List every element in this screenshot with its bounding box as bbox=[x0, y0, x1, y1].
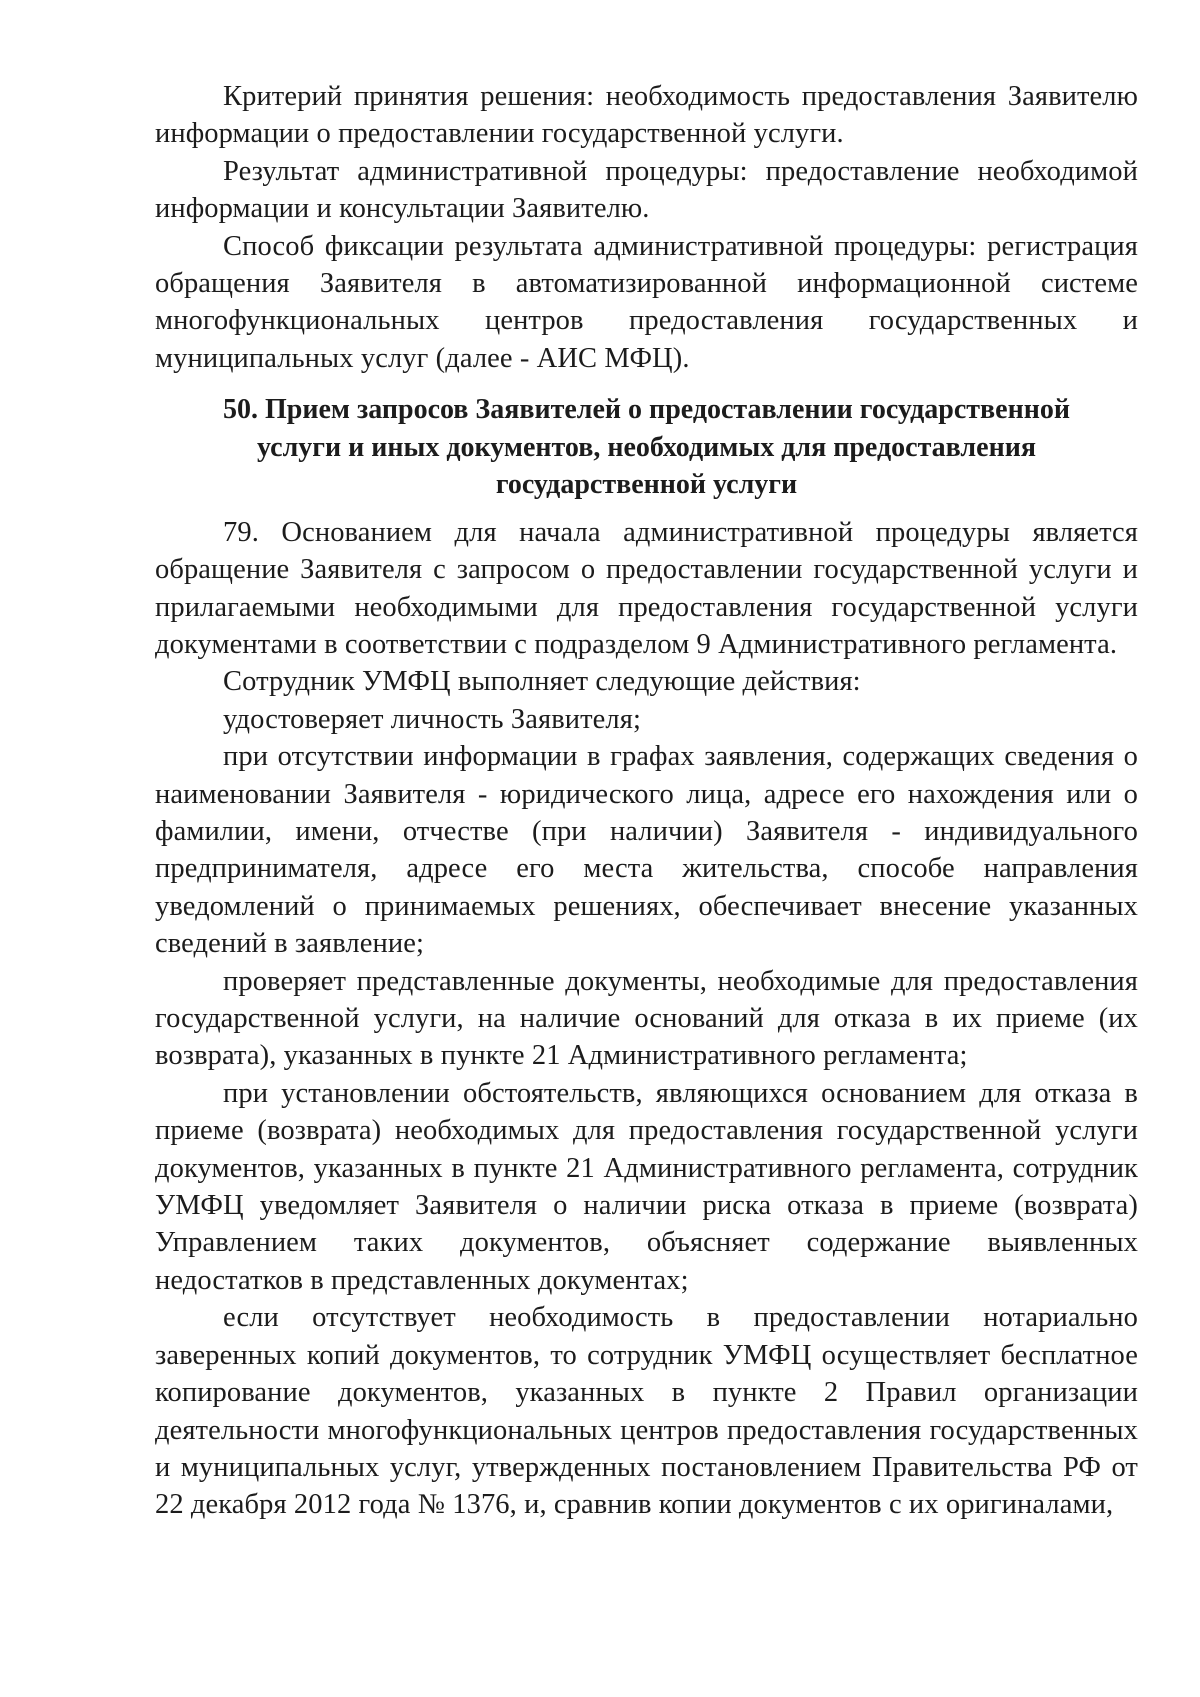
paragraph-refusal-risk: при установлении обстоятельств, являющихся основанием для отказа в приеме (возврата) необходимых для предоставления государственной услуги документов, указанных в пункте 21 Административного регламента, сотрудник УМФЦ уведомляет Заявителя о наличии риска отказа в приеме (возврата) Управлением таких документов, объясняет содержание выявленных недостатков в представленных документах; bbox=[155, 1077, 1138, 1296]
paragraph-document-check: проверяет представленные документы, необходимые для предоставления государственной услуги, на наличие оснований для отказа в их приеме (их возврата), указанных в пункте 21 Административного регламента; bbox=[155, 965, 1138, 1072]
paragraph-identity-check: удостоверяет личность Заявителя; bbox=[223, 703, 641, 735]
document-body bbox=[155, 78, 1138, 1524]
paragraph-79-basis: 79. Основанием для начала административной процедуры является обращение Заявителя с запросом о предоставлении государственной услуги и прилагаемыми необходимыми для предоставления государственной услуги документами в соответствии с подразделом 9 Административного регламента. bbox=[155, 516, 1138, 660]
paragraph-missing-info: при отсутствии информации в графах заявления, содержащих сведения о наименовании Заявителя - юридического лица, адресе его нахождения или о фамилии, имени, отчестве (при наличии) Заявителя - индивидуального предпринимателя, адресе его места жительства, способе направления уведомлений о принимаемых решениях, обеспечивает внесение указанных сведений в заявление; bbox=[155, 741, 1138, 960]
section-heading bbox=[155, 391, 1138, 504]
section-heading-line: 50. Прием запросов Заявителей о предоставлении государственной bbox=[223, 394, 1070, 426]
section-heading-line: государственной услуги bbox=[495, 469, 798, 501]
section-heading-line: услуги и иных документов, необходимых для предоставления bbox=[257, 431, 1036, 463]
paragraph-employee-actions: Сотрудник УМФЦ выполняет следующие действия: bbox=[223, 666, 861, 698]
paragraph-copying: если отсутствует необходимость в предоставлении нотариально заверенных копий документов, то сотрудник УМФЦ осуществляет бесплатное копирование документов, указанных в пункте 2 Правил организации деятельности многофункциональных центров предоставления государственных и муниципальных услуг, утвержденных постановлением Правительства РФ от 22 декабря 2012 года № 1376, и, сравнив копии документов с их оригиналами, bbox=[155, 1302, 1138, 1521]
paragraph-procedure-result: Результат административной процедуры: предоставление необходимой информации и консультации Заявителю. bbox=[155, 155, 1138, 225]
paragraph-decision-criterion: Критерий принятия решения: необходимость предоставления Заявителю информации о предоставлении государственной услуги. bbox=[155, 81, 1138, 150]
paragraph-result-recording: Способ фиксации результата административной процедуры: регистрация обращения Заявителя в автоматизированной информационной системе многофункциональных центров предоставления государственных и муниципальных услуг (далее - АИС МФЦ). bbox=[155, 230, 1138, 374]
